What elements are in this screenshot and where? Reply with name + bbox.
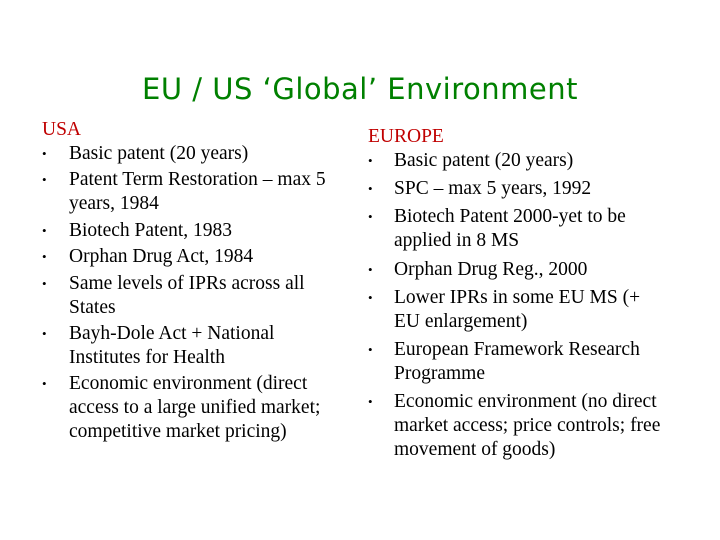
europe-list-item: [368, 149, 668, 173]
europe-list-item: [368, 338, 668, 386]
europe-list-item: [368, 390, 668, 462]
slide-title: EU / US ‘Global’ Environment: [142, 72, 578, 106]
europe-item-text: Basic patent (20 years): [394, 150, 574, 171]
bullet-icon: •: [368, 181, 373, 197]
europe-item-text: European Framework Research Programme: [394, 338, 640, 384]
bullet-icon: •: [368, 341, 373, 357]
usa-item-text: Bayh-Dole Act + National Institutes for Health: [69, 322, 275, 368]
usa-list-item: [42, 372, 347, 444]
usa-item-text: Biotech Patent, 1983: [69, 219, 233, 241]
bullet-icon: •: [368, 289, 373, 305]
europe-item-text: Biotech Patent 2000-yet to be applied in 8 MS: [394, 206, 626, 252]
bullet-icon: •: [42, 172, 47, 188]
bullet-icon: •: [42, 325, 47, 341]
usa-list-item: [42, 168, 347, 216]
usa-item-text: Same levels of IPRs across all States: [69, 272, 305, 318]
bullet-icon: •: [368, 153, 373, 168]
bullet-icon: •: [42, 376, 47, 392]
usa-list-item: [42, 272, 347, 320]
europe-column: [368, 125, 668, 466]
usa-list-item: [42, 245, 347, 269]
bullet-icon: •: [42, 275, 47, 291]
bullet-icon: •: [42, 249, 47, 265]
usa-bullet-list: [42, 142, 347, 444]
europe-list-item: [368, 258, 668, 282]
europe-heading: EUROPE: [368, 126, 444, 147]
usa-item-text: Orphan Drug Act, 1984: [69, 246, 254, 268]
europe-list-item: [368, 286, 668, 334]
usa-item-text: Patent Term Restoration – max 5 years, 1984: [69, 169, 326, 215]
europe-item-text: Economic environment (no direct market access; price controls; free movement of goods): [394, 391, 661, 461]
bullet-icon: •: [368, 261, 373, 277]
usa-list-item: [42, 219, 347, 243]
europe-item-text: SPC – max 5 years, 1992: [394, 178, 592, 200]
europe-list-item: [368, 205, 668, 253]
usa-list-item: [42, 142, 347, 166]
europe-list-item: [368, 177, 668, 201]
usa-item-text: Basic patent (20 years): [69, 143, 249, 164]
bullet-icon: •: [368, 394, 373, 410]
usa-heading: USA: [42, 119, 82, 140]
europe-item-text: Orphan Drug Reg., 2000: [394, 258, 588, 280]
usa-column: [42, 118, 347, 447]
bullet-icon: •: [368, 209, 373, 225]
usa-item-text: Economic environment (direct access to a large unified market; competitive market pricing): [69, 373, 321, 443]
usa-list-item: [42, 322, 347, 370]
europe-item-text: Lower IPRs in some EU MS (+ EU enlargement): [394, 286, 641, 332]
bullet-icon: •: [42, 222, 47, 238]
europe-bullet-list: [368, 149, 668, 462]
bullet-icon: •: [42, 146, 47, 161]
